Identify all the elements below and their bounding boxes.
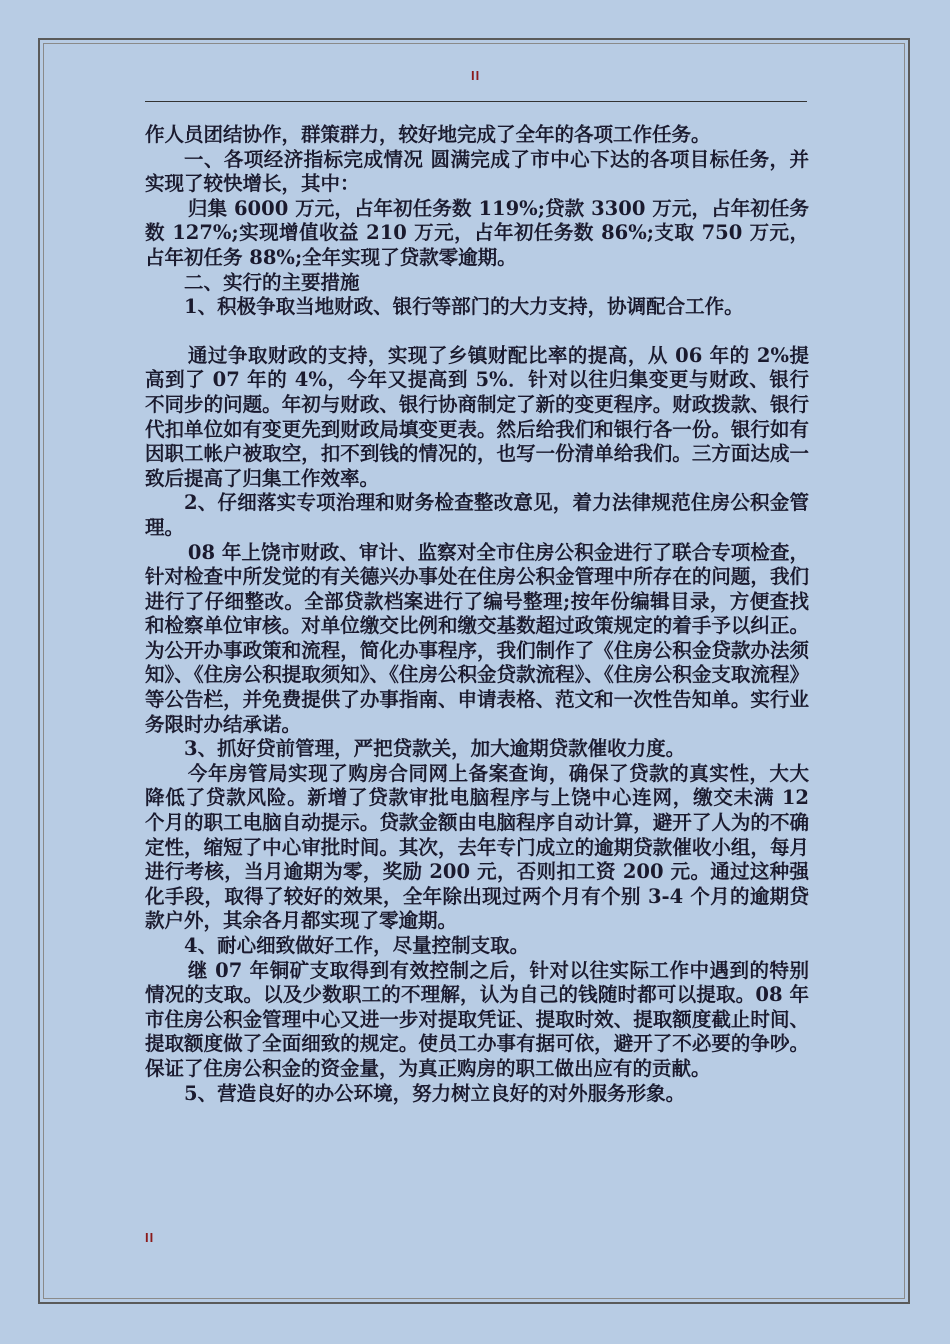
measure-heading-3: 3、抓好贷前管理，严把贷款关，加大逾期贷款催收力度。 — [184, 737, 686, 761]
section-heading-1: 一、各项经济指标完成情况 圆满完成了市中心下达的各项目标任务，并实现了较快增长，其中： — [145, 147, 809, 196]
measure-heading-5: 5、营造良好的办公环境，努力树立良好的对外服务形象。 — [184, 1081, 686, 1105]
paragraph-measure-4: 继 07 年铜矿支取得到有效控制之后，针对以往实际工作中遇到的特别情况的支取。以及少数职工的不理解，认为自己的钱随时都可以提取。08 年市住房公积金管理中心又进一步对提取凭证、提取时效、提取额度截止时间、提取额度做了全面细致的规定。使员工办事有据可依，避开了不必要的争吵。保证了住房公积金的资金量，为真正购房的职工做出应有的贡献。 — [145, 958, 809, 1080]
document-body — [145, 123, 809, 1106]
measure-heading-4: 4、耐心细致做好工作，尽量控制支取。 — [184, 934, 530, 957]
paragraph-measure-2: 08 年上饶市财政、审计、监察对全市住房公积金进行了联合专项检查，针对检查中所发觉的有关德兴办事处在住房公积金管理中所存在的问题，我们进行了仔细整改。全部贷款档案进行了编号整理;按年份编辑目录，方便查找和检察单位审核。对单位缴交比例和缴交基数超过政策规定的着手予以纠正。为公开办事政策和流程，简化办事程序，我们制作了《住房公积金贷款办法须知》、《住房公积提取须知》、《住房公积金贷款流程》、《住房公积金支取流程》等公告栏，并免费提供了办事指南、申请表格、范文和一次性告知单。实行业务限时办结承诺。 — [145, 540, 809, 736]
header-page-marker: II — [471, 68, 481, 83]
blank-line — [145, 320, 809, 344]
header-rule — [145, 101, 807, 102]
paragraph-continuation: 作人员团结协作，群策群力，较好地完成了全年的各项工作任务。 — [145, 123, 711, 146]
paragraph-measure-3: 今年房管局实现了购房合同网上备案查询，确保了贷款的真实性，大大降低了贷款风险。新增了贷款审批电脑程序与上饶中心连网，缴交未满 12 个月的职工电脑自动提示。贷款金额由电脑程序自动计算，避开了人为的不确定性，缩短了中心审批时间。其次，去年专门成立的逾期贷款催收小组，每月进行考核，当月逾期为零，奖励 200 元，否则扣工资 200 元。通过这种强化手段，取得了较好的效果，全年除出现过两个月有个别 3-4 个月的逾期贷款户外，其余各月都实现了零逾期。 — [145, 761, 809, 933]
section-heading-2: 二、实行的主要措施 — [184, 270, 360, 294]
paragraph-indicators: 归集 6000 万元，占年初任务数 119%;贷款 3300 万元，占年初任务数 127%;实现增值收益 210 万元，占年初任务数 86%;支取 750 万元，占年初任务 88%;全年实现了贷款零逾期。 — [145, 196, 809, 269]
footer-page-marker: II — [145, 1230, 155, 1245]
measure-heading-2: 2、仔细落实专项治理和财务检查整改意见，着力法律规范住房公积金管理。 — [145, 491, 809, 539]
paragraph-measure-1: 通过争取财政的支持，实现了乡镇财配比率的提高，从 06 年的 2%提高到了 07 年的 4%，今年又提高到 5%．针对以往归集变更与财政、银行不同步的问题。年初与财政、银行协商制定了新的变更程序。财政拨款、银行代扣单位如有变更先到财政局填变更表。然后给我们和银行各一份。银行如有因职工帐户被取空，扣不到钱的情况的，也写一份清单给我们。三方面达成一致后提高了归集工作效率。 — [145, 343, 809, 490]
measure-heading-1: 1、积极争取当地财政、银行等部门的大力支持，协调配合工作。 — [184, 295, 744, 319]
